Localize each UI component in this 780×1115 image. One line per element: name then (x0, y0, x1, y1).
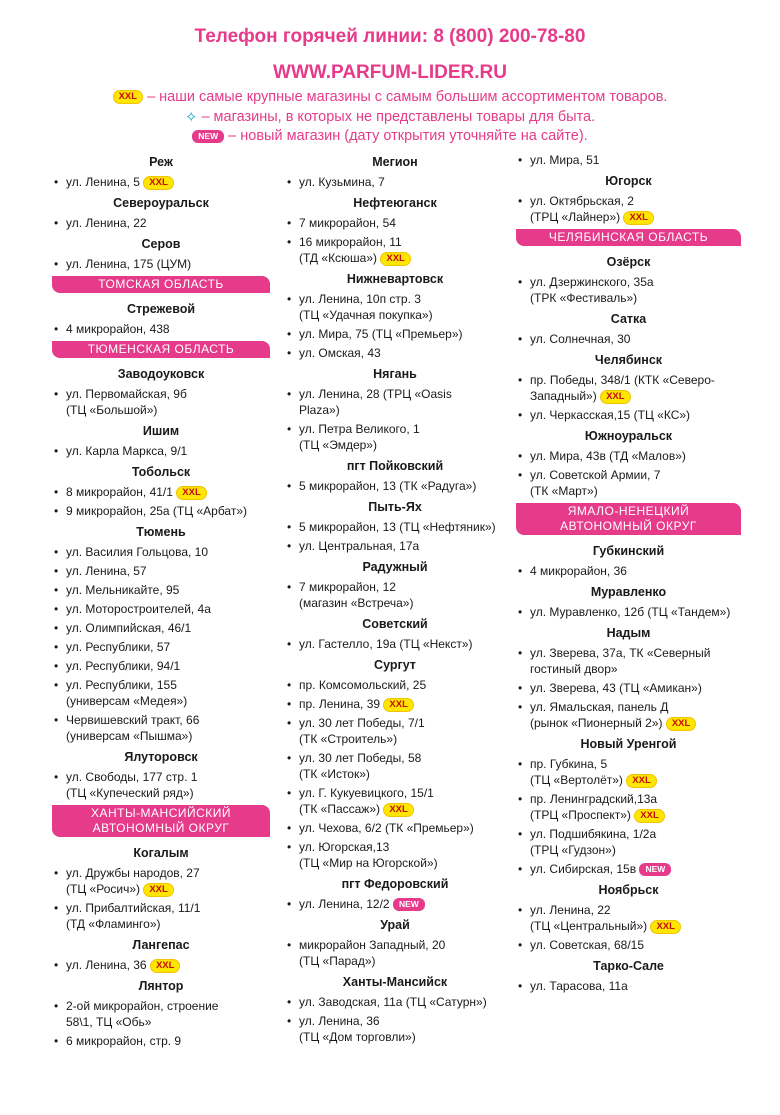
address-line: ул. Ленина, 57 (66, 564, 147, 578)
store-address (516, 563, 741, 579)
store-address (285, 215, 505, 231)
store-address (516, 756, 741, 788)
address-line: (ТЦ «Удачная покупка») (299, 308, 433, 322)
xxl-badge-icon: XXL (150, 959, 180, 973)
legend-xxl (0, 89, 780, 105)
store-address (52, 677, 270, 709)
store-address (285, 478, 505, 494)
store-address (285, 234, 505, 266)
store-address (285, 994, 505, 1010)
store-address (285, 820, 505, 836)
store-address (285, 750, 505, 782)
city-heading: Ханты-Мансийск (342, 975, 448, 989)
address-line: (ТЦ «Эмдер») (299, 438, 377, 452)
address-line: ул. Подшибякина, 1/2а (530, 827, 657, 841)
region-banner (516, 229, 741, 246)
store-address (52, 484, 270, 500)
store-address (285, 519, 505, 535)
address-line: ул. Ленина, 28 (ТРЦ «Oasis (299, 387, 452, 401)
address-line: ул. Дзержинского, 35а (530, 275, 654, 289)
store-address (516, 791, 741, 823)
city-heading: Сургут (374, 658, 416, 672)
legend-new-text: – новый магазин (дату открытия уточняйте на сайте). (228, 128, 588, 144)
address-line: Червишевский тракт, 66 (66, 713, 200, 727)
address-line: ул. Гастелло, 19а (ТЦ «Некст») (299, 637, 473, 651)
address-line: ул. Муравленко, 12б (ТЦ «Тандем») (530, 605, 731, 619)
address-line: (универсам «Пышма») (66, 729, 193, 743)
city-heading: Лангепас (132, 938, 190, 952)
city-heading: Тарко-Сале (593, 959, 664, 973)
store-address (516, 902, 741, 934)
address-line: (ТЦ «Большой») (66, 403, 158, 417)
address-line: ул. Петра Великого, 1 (299, 422, 420, 436)
city-heading: Лянтор (138, 979, 184, 993)
store-address (285, 326, 505, 342)
address-line: ул. Зверева, 37а, ТК «Северный (530, 646, 711, 660)
address-line: ул. Омская, 43 (299, 346, 381, 360)
store-address (516, 861, 741, 877)
address-line: ул. Тарасова, 11а (530, 979, 628, 993)
address-line: ул. Моторостроителей, 4а (66, 602, 211, 616)
address-line: ул. Ленина, 5 (66, 175, 140, 189)
xxl-badge-icon: XXL (650, 920, 680, 934)
legend-star-text: – магазины, в которых не представлены товары для быта. (201, 108, 596, 125)
address-line: ул. Октябрьская, 2 (530, 194, 634, 208)
address-line: ул. Ленина, 36 (66, 958, 147, 972)
store-address (52, 503, 270, 519)
address-line: ул. Республики, 155 (66, 678, 177, 692)
address-line: 4 микрорайон, 36 (530, 564, 627, 578)
store-address (285, 421, 505, 453)
store-address (516, 467, 741, 499)
store-address (516, 331, 741, 347)
store-address (285, 785, 505, 817)
city-heading: Нягань (373, 367, 417, 381)
city-heading: Мегион (372, 155, 418, 169)
store-address (516, 274, 741, 306)
address-line: (ТК «Пассаж») (299, 802, 380, 816)
address-line: ул. Советская, 68/15 (530, 938, 645, 952)
region-banner-line: АВТОНОМНЫЙ ОКРУГ (92, 821, 230, 835)
store-address (516, 826, 741, 858)
region-banner-line: ХАНТЫ-МАНСИЙСКИЙ (90, 806, 232, 820)
city-heading: Тобольск (131, 465, 191, 479)
address-line: ул. Советской Армии, 7 (530, 468, 661, 482)
store-address (52, 639, 270, 655)
address-line: ул. Дружбы народов, 27 (66, 866, 200, 880)
store-address (285, 696, 505, 712)
store-address (52, 215, 270, 231)
city-heading: Югорск (605, 174, 652, 188)
address-line: пр. Комсомольский, 25 (299, 678, 427, 692)
address-line: (ТЦ «Росич») (66, 882, 140, 896)
store-address (52, 544, 270, 560)
address-line: ул. Ленина, 175 (ЦУМ) (66, 257, 192, 271)
city-heading: Пыть-Ях (368, 500, 422, 514)
store-address (285, 345, 505, 361)
address-line: 5 микрорайон, 13 (ТК «Радуга») (299, 479, 477, 493)
address-line: 2-ой микрорайон, строение (66, 999, 219, 1013)
region-banner-line: ЧЕЛЯБИНСКАЯ ОБЛАСТЬ (548, 230, 709, 244)
address-line: 58\1, ТЦ «Обь» (66, 1015, 152, 1029)
address-line: ул. Центральная, 17а (299, 539, 420, 553)
address-line: (ТЦ «Центральный») (530, 919, 648, 933)
city-heading: Тюмень (136, 525, 186, 539)
address-line: ул. Ленина, 12/2 (299, 897, 390, 911)
store-address (52, 620, 270, 636)
xxl-badge-icon: XXL (623, 211, 653, 225)
store-address (52, 321, 270, 337)
city-heading: Реж (149, 155, 173, 169)
city-heading: пгт Пойковский (346, 459, 444, 473)
store-address (52, 998, 270, 1030)
address-line: ул. Республики, 94/1 (66, 659, 181, 673)
store-address (285, 174, 505, 190)
xxl-badge-icon: XXL (666, 717, 696, 731)
xxl-badge-icon: XXL (383, 803, 413, 817)
store-address (52, 900, 270, 932)
store-address (516, 978, 741, 994)
address-line: ул. Олимпийская, 46/1 (66, 621, 192, 635)
address-line: пр. Ленина, 39 (299, 697, 381, 711)
address-line: 4 микрорайон, 438 (66, 322, 170, 336)
new-badge-icon: NEW (192, 130, 224, 143)
store-address (285, 579, 505, 611)
store-address (516, 645, 741, 677)
store-address (52, 712, 270, 744)
new-badge-icon: NEW (639, 863, 671, 876)
legend-xxl-text: – наши самые крупные магазины с самым большим ассортиментом товаров. (147, 89, 668, 105)
address-line: (ТЦ «Парад») (299, 954, 376, 968)
city-heading: Стрежевой (126, 302, 196, 316)
address-line: пр. Губкина, 5 (530, 757, 608, 771)
address-line: ул. Зверева, 43 (ТЦ «Амикан») (530, 681, 702, 695)
region-banner-line: АВТОНОМНЫЙ ОКРУГ (560, 519, 697, 533)
store-address (516, 407, 741, 423)
address-line: (ТРЦ «Проспект») (530, 808, 631, 822)
store-address (52, 601, 270, 617)
address-line: ул. Ямальская, панель Д (530, 700, 669, 714)
new-badge-icon: NEW (393, 898, 425, 911)
address-line: ул. Югорская,13 (299, 840, 390, 854)
store-address (516, 193, 741, 225)
address-line: пр. Ленинградский,13а (530, 792, 658, 806)
store-address (52, 658, 270, 674)
region-banner-line: ТОМСКАЯ ОБЛАСТЬ (98, 277, 224, 291)
city-heading: пгт Федоровский (341, 877, 449, 891)
store-address (285, 386, 505, 418)
store-address (285, 538, 505, 554)
address-line: гостиный двор» (530, 662, 618, 676)
address-line: ул. Солнечная, 30 (530, 332, 631, 346)
legend-new (0, 128, 780, 144)
address-line: ул. Карла Маркса, 9/1 (66, 444, 188, 458)
address-line: ул. Ленина, 22 (530, 903, 611, 917)
xxl-badge-icon: XXL (113, 90, 143, 104)
address-line: (ТК «Строитель») (299, 732, 398, 746)
address-line: ул. Мира, 75 (ТЦ «Премьер») (299, 327, 463, 341)
website-link[interactable]: WWW.PARFUM-LIDER.RU (273, 62, 507, 83)
city-heading: Когалым (133, 846, 189, 860)
address-line: ул. Ленина, 10п стр. 3 (299, 292, 421, 306)
address-line: 8 микрорайон, 41/1 (66, 485, 173, 499)
address-line: 7 микрорайон, 54 (299, 216, 396, 230)
address-line: 6 микрорайон, стр. 9 (66, 1034, 182, 1048)
store-address (516, 372, 741, 404)
city-heading: Надым (606, 626, 651, 640)
xxl-badge-icon: XXL (626, 774, 656, 788)
city-heading: Челябинск (594, 353, 663, 367)
city-heading: Муравленко (590, 585, 667, 599)
store-address (285, 677, 505, 693)
address-line: ул. Василия Гольцова, 10 (66, 545, 209, 559)
column-3 (516, 152, 741, 997)
address-line: ул. Чехова, 6/2 (ТК «Премьер») (299, 821, 474, 835)
address-line: ул. Свободы, 177 стр. 1 (66, 770, 198, 784)
store-address (52, 769, 270, 801)
region-banner-line: ТЮМЕНСКАЯ ОБЛАСТЬ (87, 342, 235, 356)
store-address (52, 957, 270, 973)
address-line: ул. Первомайская, 9б (66, 387, 187, 401)
xxl-badge-icon: XXL (383, 698, 413, 712)
region-banner-line: ЯМАЛО-НЕНЕЦКИЙ (567, 504, 690, 518)
address-line: ул. Мира, 43в (ТД «Малов») (530, 449, 686, 463)
store-address (52, 865, 270, 897)
address-line: (ТЦ «Дом торговли») (299, 1030, 416, 1044)
store-address (52, 256, 270, 272)
city-heading: Южноуральск (584, 429, 673, 443)
address-line: пр. Победы, 348/1 (КТК «Северо- (530, 373, 715, 387)
store-address (516, 604, 741, 620)
xxl-badge-icon: XXL (143, 883, 173, 897)
city-heading: Нижневартовск (346, 272, 444, 286)
city-heading: Озёрск (606, 255, 651, 269)
store-address (516, 448, 741, 464)
xxl-badge-icon: XXL (600, 390, 630, 404)
address-line: ул. 30 лет Победы, 7/1 (299, 716, 425, 730)
hotline-title: Телефон горячей линии: 8 (800) 200-78-80 (194, 26, 586, 47)
city-heading: Заводоуковск (117, 367, 205, 381)
city-heading: Ноябрьск (598, 883, 659, 897)
store-address (516, 680, 741, 696)
region-banner (516, 503, 741, 535)
city-heading: Радужный (362, 560, 428, 574)
address-line: микрорайон Западный, 20 (299, 938, 446, 952)
city-heading: Губкинский (592, 544, 665, 558)
region-banner (52, 341, 270, 358)
star-icon: ✧ (184, 109, 198, 126)
legend-star (0, 108, 780, 126)
address-line: (магазин «Встреча») (299, 596, 414, 610)
address-line: (рынок «Пионерный 2») (530, 716, 663, 730)
address-line: ул. Заводская, 11а (ТЦ «Сатурн») (299, 995, 487, 1009)
address-line: 5 микрорайон, 13 (ТЦ «Нефтяник») (299, 520, 496, 534)
address-line: ул. 30 лет Победы, 58 (299, 751, 422, 765)
store-address (285, 896, 505, 912)
address-line: (ТЦ «Вертолёт») (530, 773, 623, 787)
address-line: ул. Черкасская,15 (ТЦ «КС») (530, 408, 691, 422)
store-address (285, 636, 505, 652)
city-heading: Урай (380, 918, 410, 932)
address-line: ул. Г. Кукуевицкого, 15/1 (299, 786, 434, 800)
address-line: 9 микрорайон, 25а (ТЦ «Арбат») (66, 504, 247, 518)
city-heading: Серов (141, 237, 181, 251)
city-heading: Североуральск (113, 196, 209, 210)
store-address (52, 582, 270, 598)
city-heading: Советский (362, 617, 428, 631)
address-line: (универсам «Медея») (66, 694, 188, 708)
address-line: 7 микрорайон, 12 (299, 580, 396, 594)
store-address (285, 1013, 505, 1045)
address-line: (ТЦ «Мир на Югорской») (299, 856, 438, 870)
address-line: (ТРЦ «Гудзон») (530, 843, 616, 857)
store-address (516, 152, 741, 168)
store-address (516, 699, 741, 731)
address-line: (ТРЦ «Лайнер») (530, 210, 621, 224)
xxl-badge-icon: XXL (380, 252, 410, 266)
xxl-badge-icon: XXL (634, 809, 664, 823)
store-address (285, 937, 505, 969)
store-address (52, 563, 270, 579)
address-line: ул. Ленина, 36 (299, 1014, 380, 1028)
address-line: ул. Ленина, 22 (66, 216, 147, 230)
address-line: 16 микрорайон, 11 (299, 235, 402, 249)
city-heading: Новый Уренгой (580, 737, 677, 751)
store-address (516, 937, 741, 953)
address-line: ул. Республики, 57 (66, 640, 171, 654)
city-heading: Сатка (610, 312, 647, 326)
address-line: Plaza») (299, 403, 340, 417)
column-2 (285, 152, 505, 1048)
store-address (52, 174, 270, 190)
address-line: ул. Прибалтийская, 11/1 (66, 901, 201, 915)
city-heading: Нефтеюганск (353, 196, 437, 210)
region-banner (52, 805, 270, 837)
address-line: (ТД «Фламинго») (66, 917, 161, 931)
store-address (52, 1033, 270, 1049)
xxl-badge-icon: XXL (176, 486, 206, 500)
address-line: Западный») (530, 389, 597, 403)
address-line: (ТК «Март») (530, 484, 598, 498)
city-heading: Ялуторовск (124, 750, 198, 764)
address-line: (ТЦ «Купеческий ряд») (66, 786, 194, 800)
address-line: (ТРК «Фестиваль») (530, 291, 638, 305)
store-address (285, 715, 505, 747)
xxl-badge-icon: XXL (143, 176, 173, 190)
address-line: ул. Кузьмина, 7 (299, 175, 385, 189)
address-line: ул. Мира, 51 (530, 153, 600, 167)
store-address (52, 443, 270, 459)
city-heading: Ишим (142, 424, 180, 438)
store-address (285, 839, 505, 871)
address-line: ул. Сибирская, 15в (530, 862, 637, 876)
address-line: (ТД «Ксюша») (299, 251, 378, 265)
address-line: (ТК «Исток») (299, 767, 370, 781)
column-1 (52, 152, 270, 1052)
store-address (52, 386, 270, 418)
region-banner (52, 276, 270, 293)
address-line: ул. Мельникайте, 95 (66, 583, 180, 597)
store-address (285, 291, 505, 323)
